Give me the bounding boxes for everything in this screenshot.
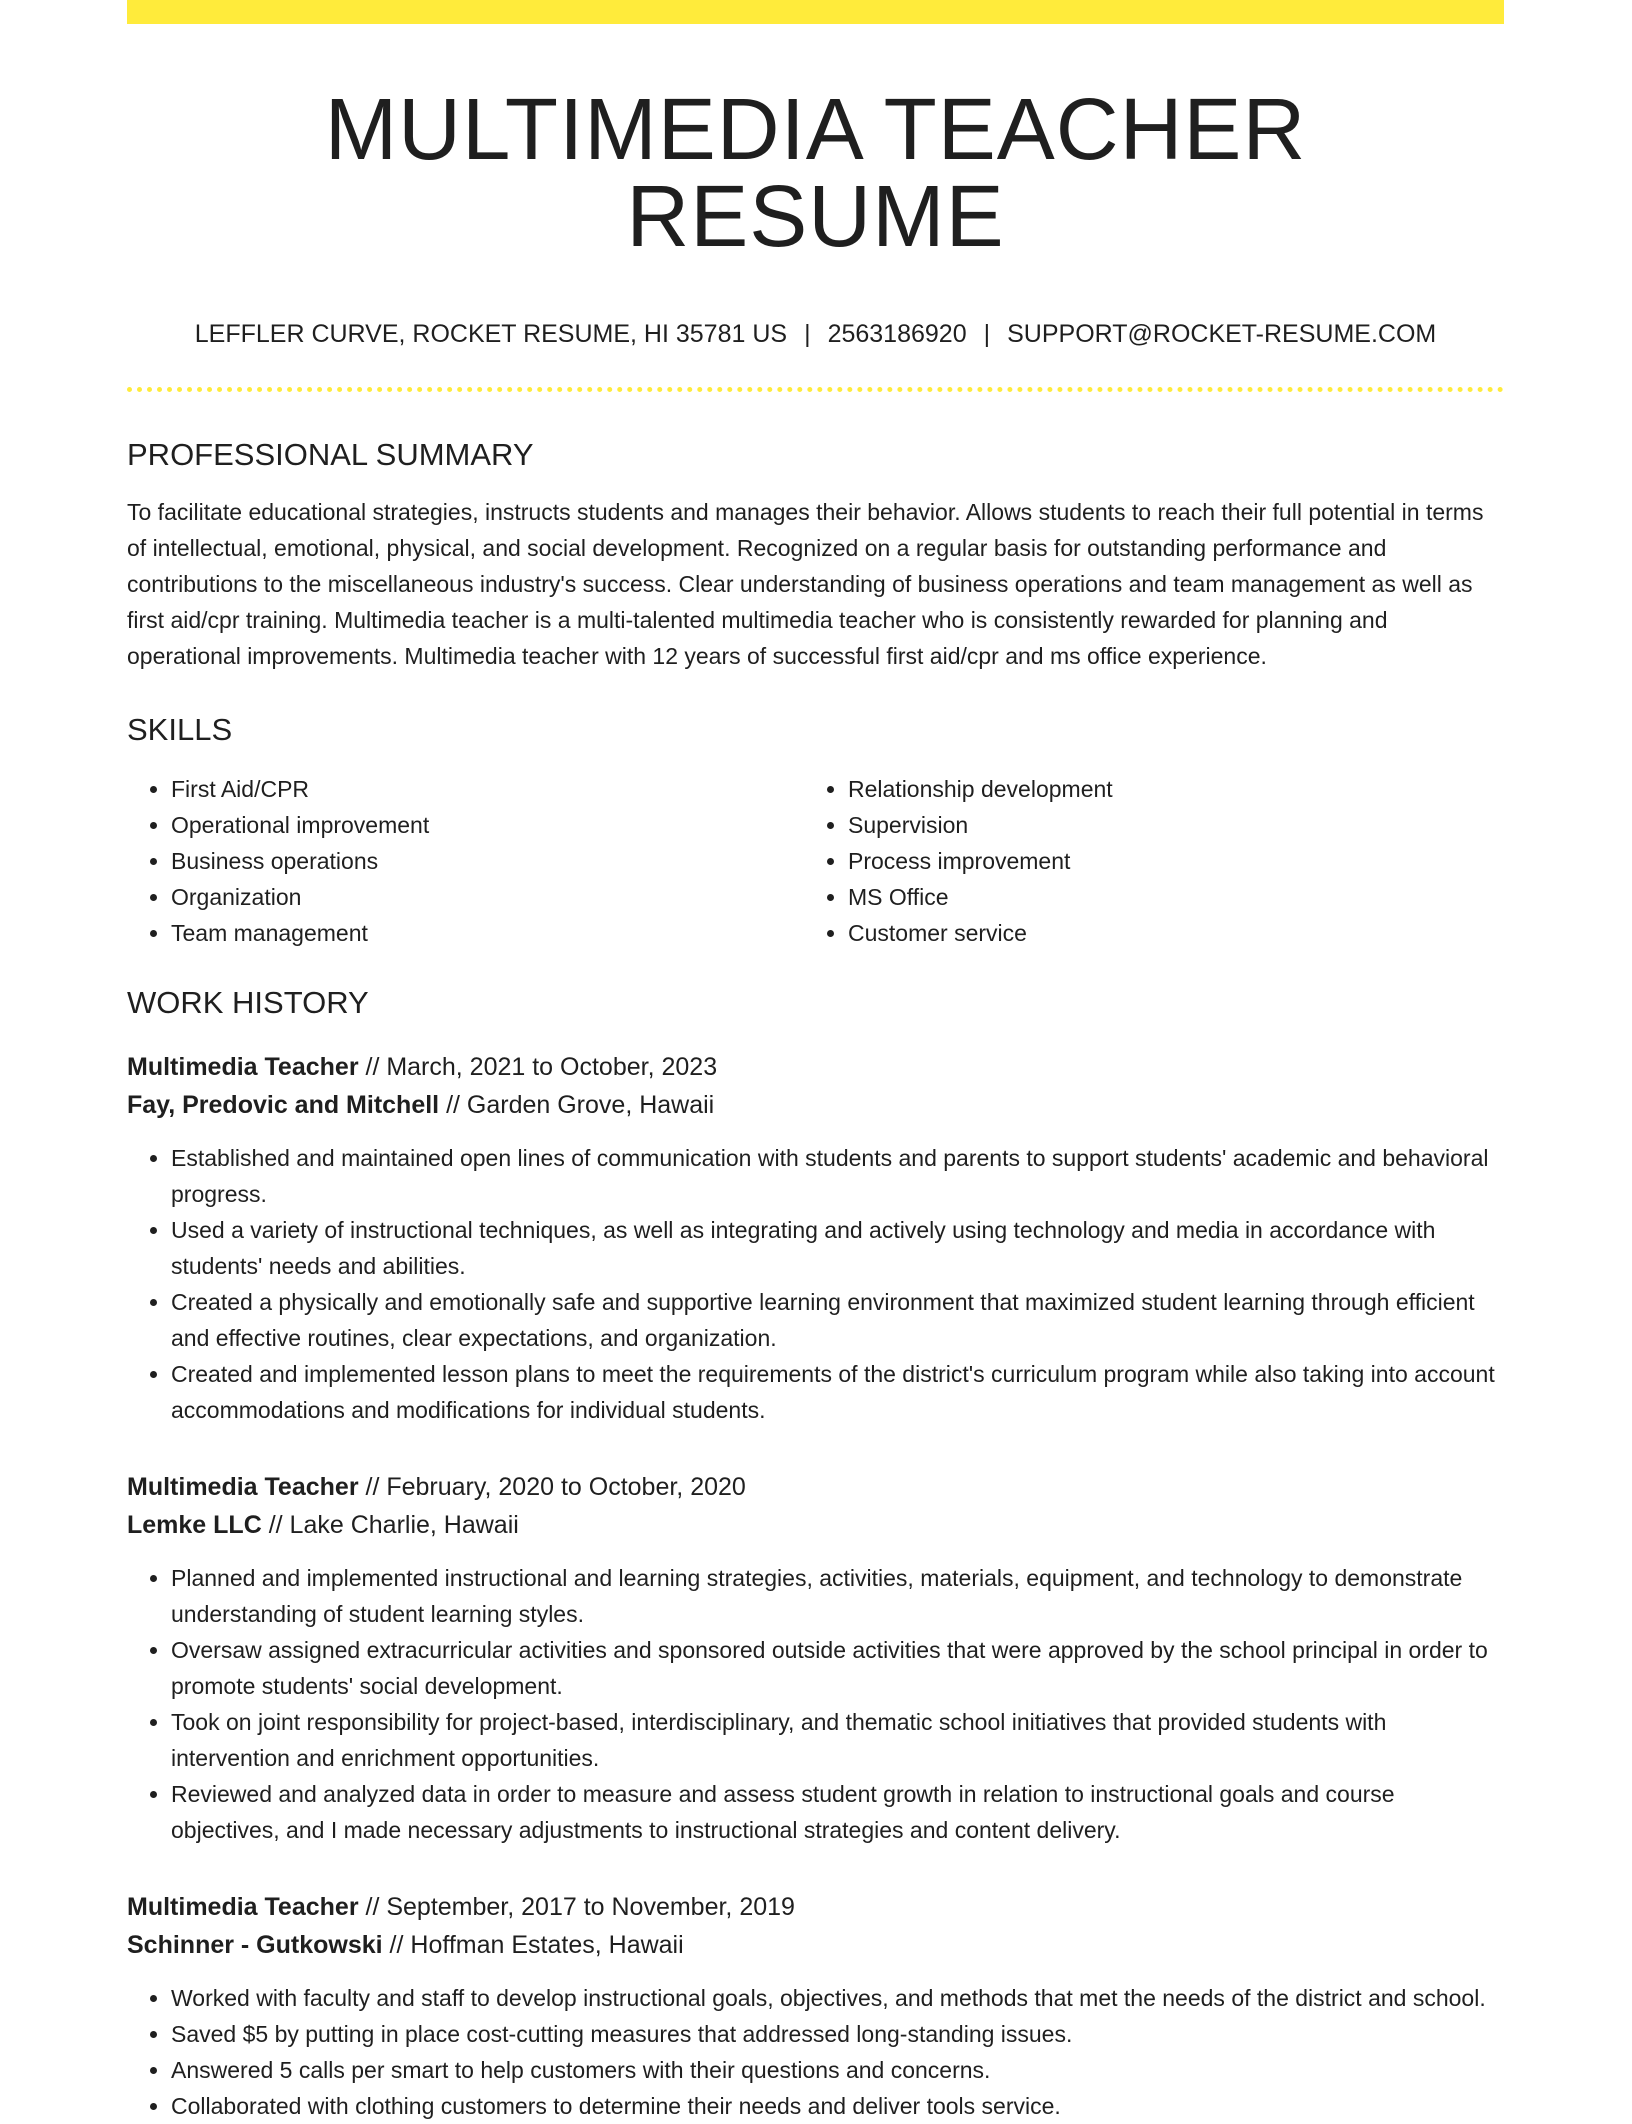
skill-item: • Customer service — [848, 915, 1481, 951]
resume-page — [127, 0, 1504, 2124]
job-bullet: • Planned and implemented instructional and learning strategies, activities, materials, equipment, and technology to demonstrate understanding of student learning styles. — [171, 1560, 1504, 1632]
skill-item: • Process improvement — [848, 843, 1481, 879]
job-bullets — [127, 1980, 1504, 2124]
job-title-line — [127, 1468, 1504, 1506]
skill-item: • First Aid/CPR — [171, 771, 804, 807]
skills-list — [127, 771, 1504, 951]
contact-line — [127, 322, 1504, 347]
job-dates: // February, 2020 to October, 2020 — [358, 1473, 746, 1501]
job-bullet: • Created a physically and emotionally safe and supportive learning environment that maximized student learning through efficient and effective routines, clear expectations, and organization. — [171, 1284, 1504, 1356]
job-title-line — [127, 1048, 1504, 1086]
job-bullet: • Created and implemented lesson plans to meet the requirements of the district's curriculum program while also taking into account accommodations and modifications for individual students. — [171, 1356, 1504, 1428]
contact-separator: | — [804, 320, 811, 348]
job-dates: // March, 2021 to October, 2023 — [358, 1053, 718, 1081]
job-bullet: • Took on joint responsibility for project-based, interdisciplinary, and thematic school initiatives that provided students with intervention and enrichment opportunities. — [171, 1704, 1504, 1776]
job-entry — [127, 1888, 1504, 2124]
job-dates: // September, 2017 to November, 2019 — [358, 1893, 795, 1921]
job-company-line — [127, 1506, 1504, 1544]
skill-item: • Relationship development — [848, 771, 1481, 807]
job-bullet: • Worked with faculty and staff to develop instructional goals, objectives, and methods that met the needs of the district and school. — [171, 1980, 1504, 2016]
job-bullet: • Used a variety of instructional techniques, as well as integrating and actively using technology and media in accordance with students' needs and abilities. — [171, 1212, 1504, 1284]
skills-column-left — [127, 771, 804, 951]
skills-column-right — [804, 771, 1481, 951]
job-bullet: • Established and maintained open lines of communication with students and parents to support students' academic and behavioral progress. — [171, 1140, 1504, 1212]
job-bullet: • Reviewed and analyzed data in order to measure and assess student growth in relation to instructional goals and course objectives, and I made necessary adjustments to instructional strategies and content delivery. — [171, 1776, 1504, 1848]
contact-email: SUPPORT@ROCKET-RESUME.COM — [1007, 320, 1437, 348]
skills-heading: SKILLS — [127, 712, 233, 747]
work-history-heading: WORK HISTORY — [127, 985, 369, 1020]
top-accent-bar — [127, 0, 1504, 24]
job-company: Fay, Predovic and Mitchell — [127, 1091, 440, 1119]
job-bullets — [127, 1560, 1504, 1848]
job-title: Multimedia Teacher — [127, 1473, 359, 1501]
job-company: Schinner - Gutkowski — [127, 1931, 383, 1959]
job-company: Lemke LLC — [127, 1511, 262, 1539]
dotted-divider — [127, 387, 1504, 392]
job-title-line — [127, 1888, 1504, 1926]
job-title: Multimedia Teacher — [127, 1053, 359, 1081]
summary-text: To facilitate educational strategies, instructs students and manages their behavior. Allows students to reach their full potential in terms of intellectual, emotional, physical, and social development. Recognized on a regular basis for outstanding performance and contributions to the miscellaneous industry's success. Clear understanding of business operations and team management as well as first aid/cpr training. Multimedia teacher is a multi-talented multimedia teacher who is consistently rewarded for planning and operational improvements. Multimedia teacher with 12 years of successful first aid/cpr and ms office experience. — [127, 499, 1484, 669]
skill-item: • Organization — [171, 879, 804, 915]
job-entry — [127, 1468, 1504, 1848]
job-bullets — [127, 1140, 1504, 1428]
job-company-line — [127, 1926, 1504, 1964]
job-location: // Lake Charlie, Hawaii — [261, 1511, 519, 1539]
job-location: // Hoffman Estates, Hawaii — [382, 1931, 684, 1959]
skill-item: • Team management — [171, 915, 804, 951]
job-bullet: • Oversaw assigned extracurricular activities and sponsored outside activities that were approved by the school principal in order to promote students' social development. — [171, 1632, 1504, 1704]
skill-item: • Operational improvement — [171, 807, 804, 843]
job-entry — [127, 1048, 1504, 1428]
job-company-line — [127, 1086, 1504, 1124]
page-title: MULTIMEDIA TEACHER RESUME — [324, 81, 1307, 265]
job-location: // Garden Grove, Hawaii — [439, 1091, 715, 1119]
summary-heading: PROFESSIONAL SUMMARY — [127, 437, 534, 472]
job-title: Multimedia Teacher — [127, 1893, 359, 1921]
skill-item: • Supervision — [848, 807, 1481, 843]
job-bullet: • Saved $5 by putting in place cost-cutting measures that addressed long-standing issues. — [171, 2016, 1504, 2052]
contact-phone: 2563186920 — [827, 320, 967, 348]
job-bullet: • Collaborated with clothing customers to determine their needs and deliver tools service. — [171, 2088, 1504, 2124]
skill-item: • MS Office — [848, 879, 1481, 915]
job-bullet: • Answered 5 calls per smart to help customers with their questions and concerns. — [171, 2052, 1504, 2088]
skill-item: • Business operations — [171, 843, 804, 879]
contact-address: LEFFLER CURVE, ROCKET RESUME, HI 35781 US — [194, 320, 788, 348]
contact-separator: | — [983, 320, 991, 348]
